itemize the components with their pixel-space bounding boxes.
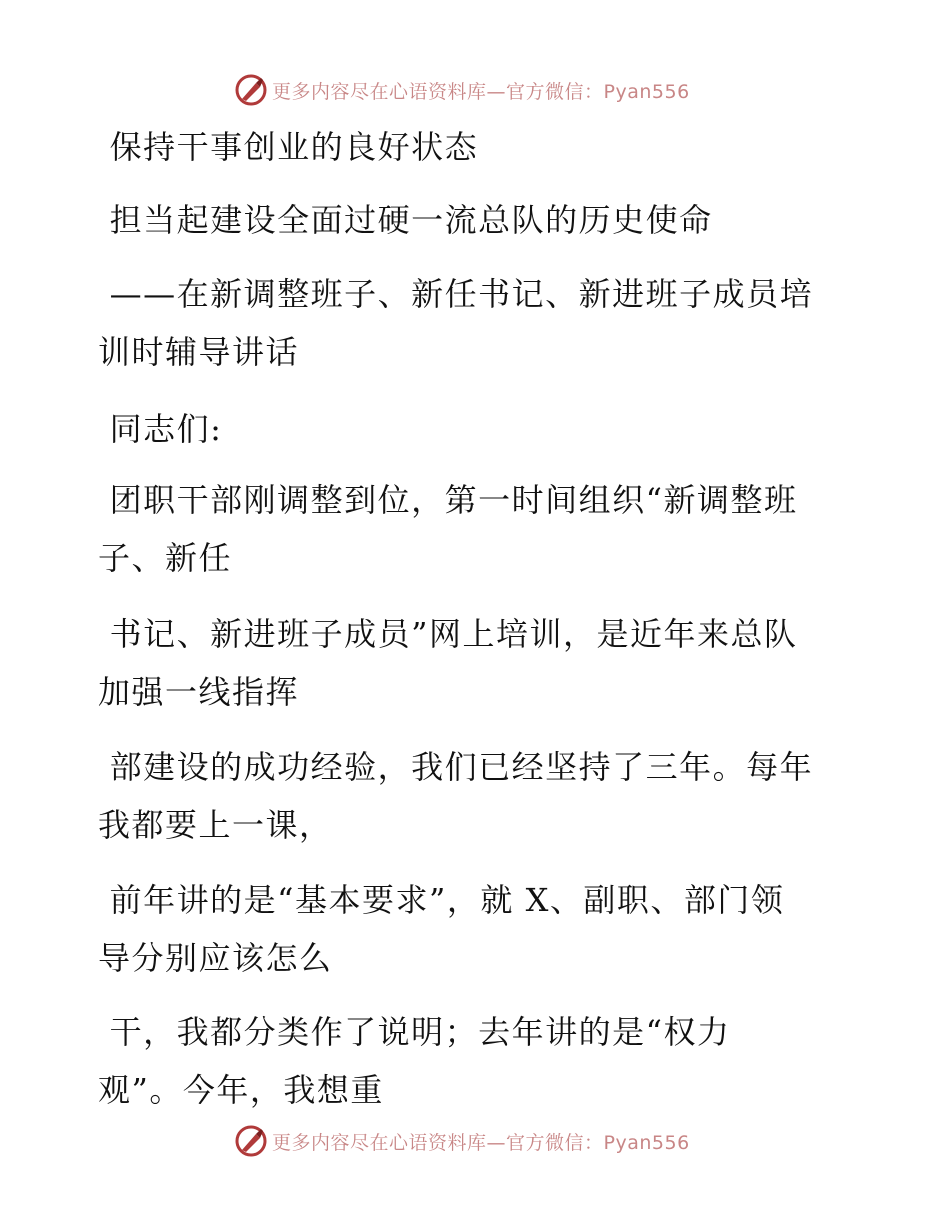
banner-text: 更多内容尽在心语资料库—官方微信：Pyan556 [272, 1131, 690, 1154]
pen-nib-logo-icon [234, 73, 268, 107]
paragraph: 干，我都分类作了说明；去年讲的是“权力 观”。今年，我想重 [98, 1013, 731, 1109]
paragraph: 同志们: [98, 410, 223, 448]
paragraph: 保持干事创业的良好状态 [98, 128, 479, 166]
pen-nib-logo-icon [234, 1124, 268, 1158]
paragraph: 部建设的成功经验，我们已经坚持了三年。每年 我都要上一课， [98, 748, 814, 844]
footer-banner [234, 1123, 690, 1159]
header-banner [234, 72, 690, 108]
banner-text: 更多内容尽在心语资料库—官方微信：Pyan556 [272, 80, 690, 103]
paragraph: ——在新调整班子、新任书记、新进班子成员培 训时辅导讲话 [98, 275, 814, 371]
paragraph: 书记、新进班子成员”网上培训，是近年来总队 加强一线指挥 [98, 615, 798, 711]
paragraph: 前年讲的是“基本要求”，就 X、副职、部门领 导分别应该怎么 [98, 881, 785, 977]
paragraph: 团职干部刚调整到位，第一时间组织“新调整班 子、新任 [98, 481, 798, 577]
paragraph: 担当起建设全面过硬一流总队的历史使命 [98, 201, 713, 239]
